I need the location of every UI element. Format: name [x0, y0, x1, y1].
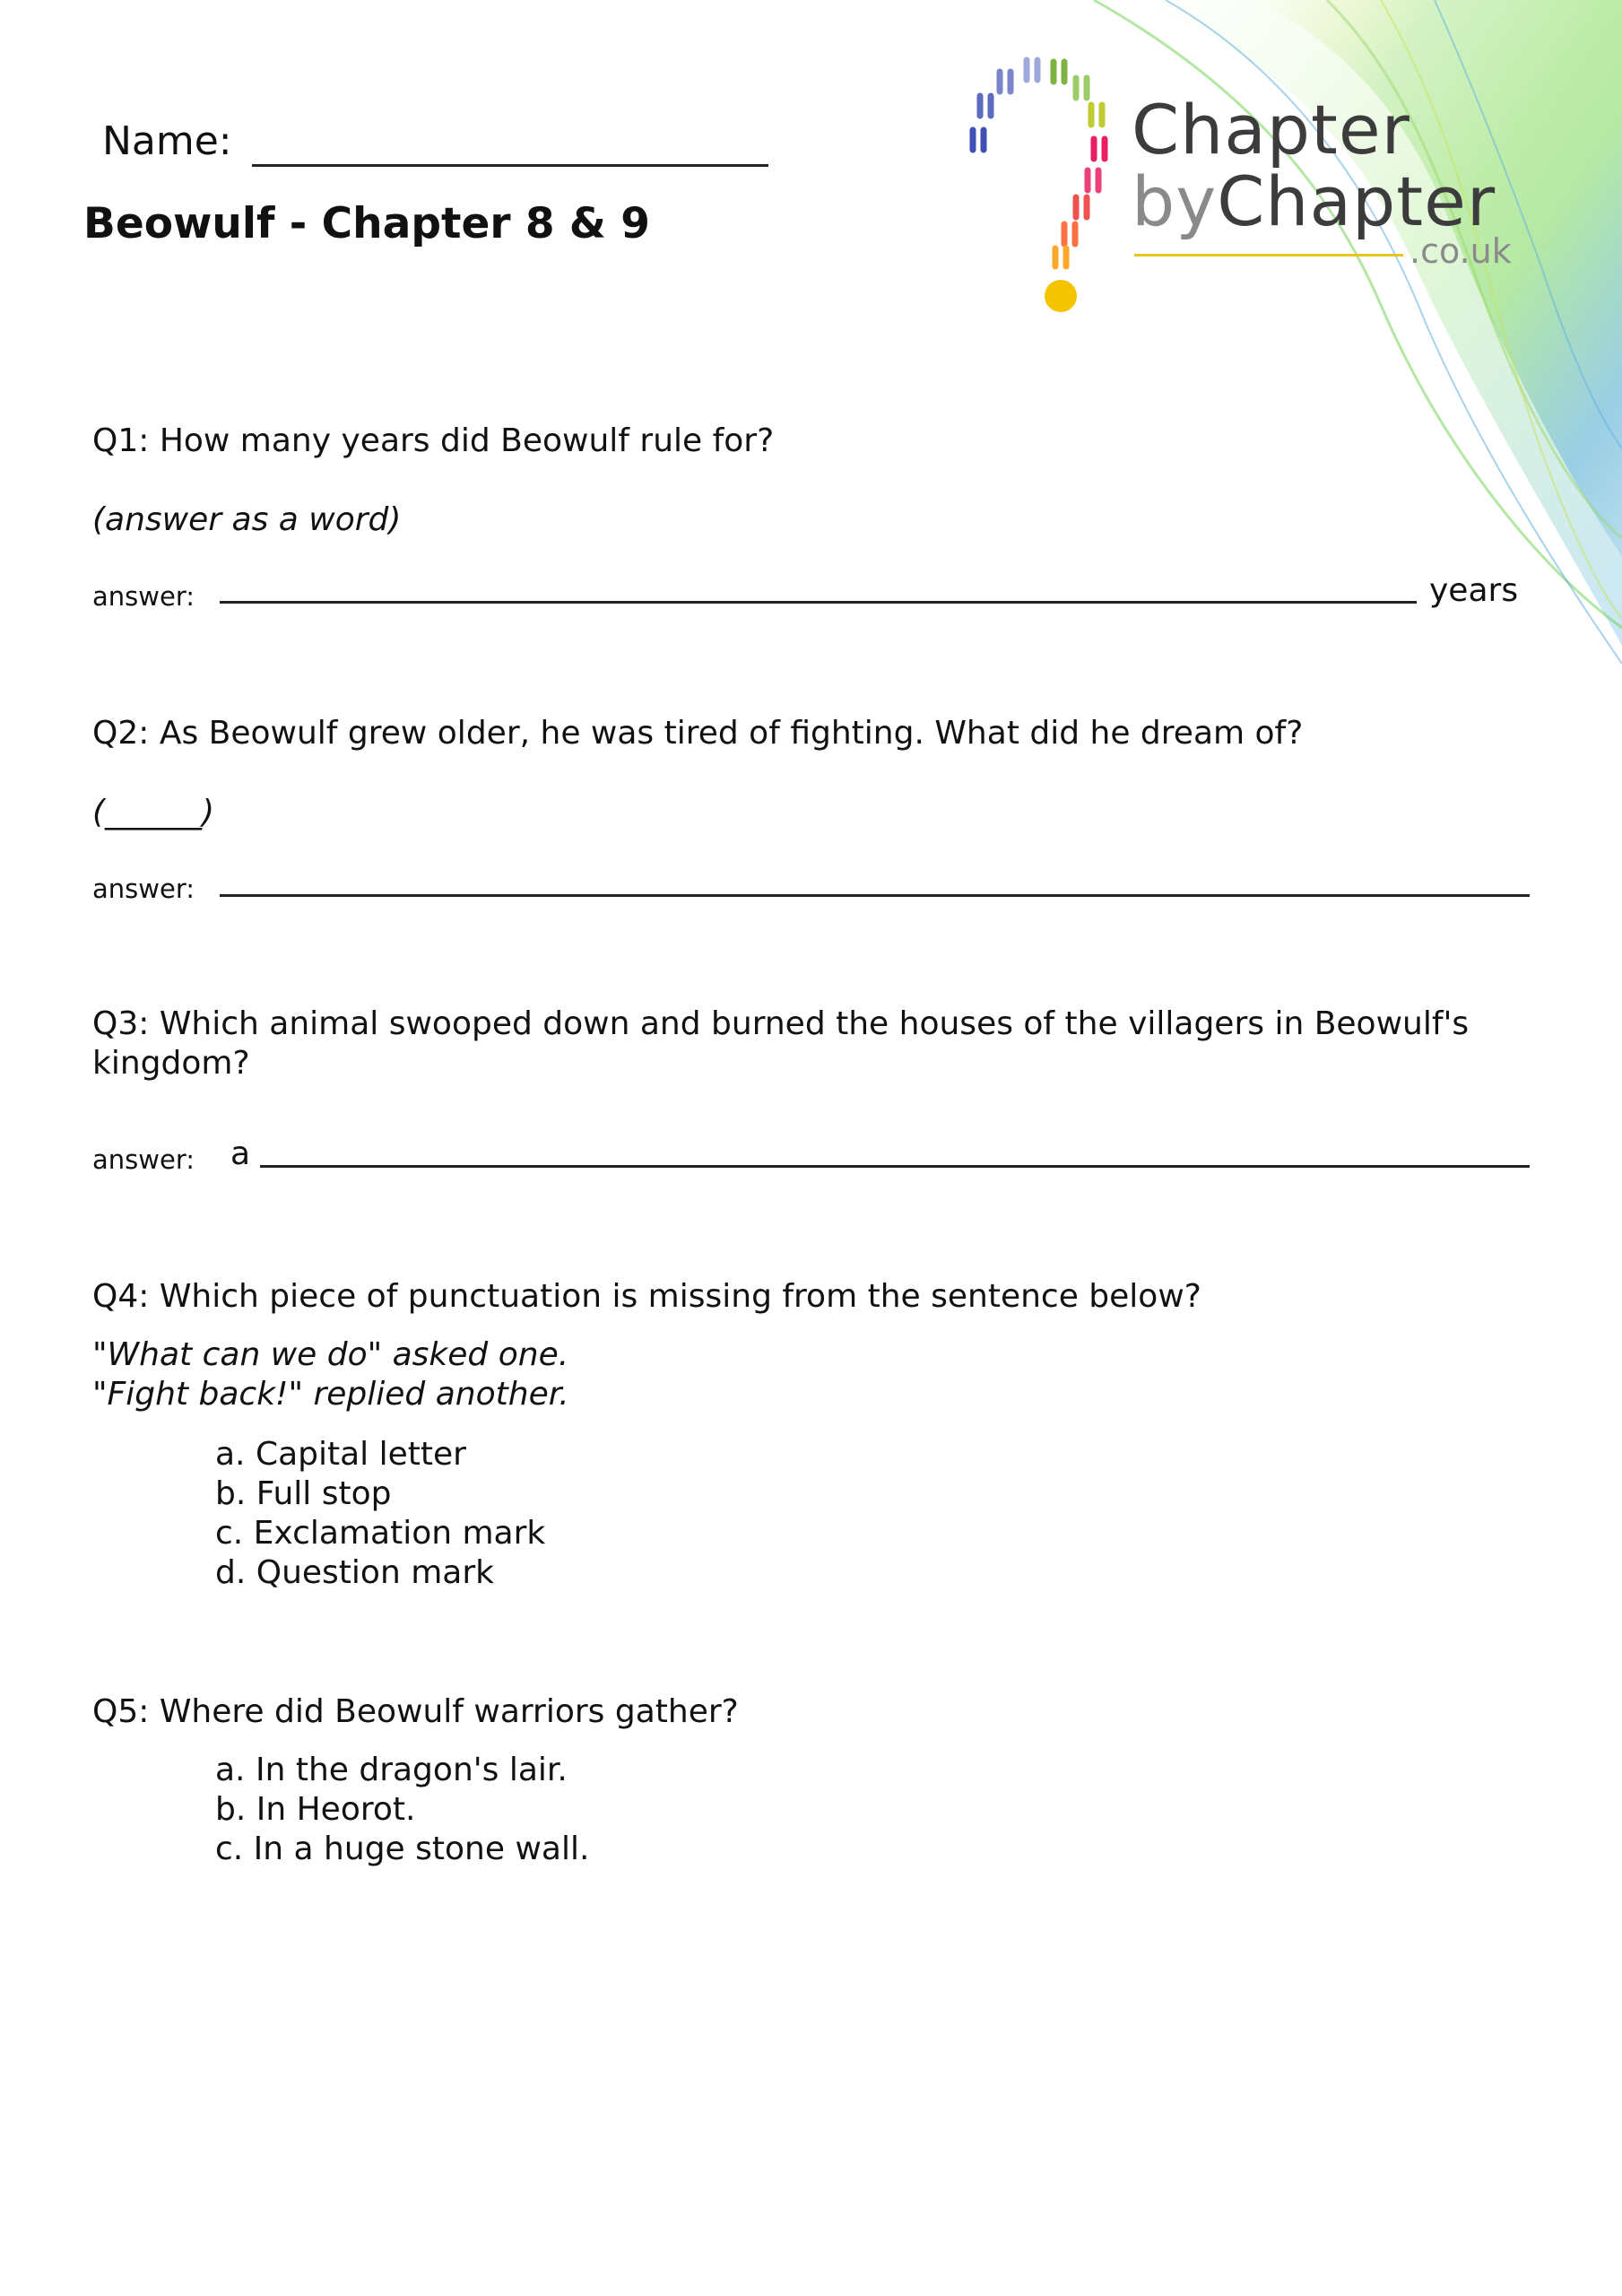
- question-4-options: [215, 1435, 545, 1593]
- brand-wordmark-line2: [1132, 161, 1496, 241]
- question-5-text: Q5: Where did Beowulf warriors gather?: [92, 1693, 739, 1730]
- question-3-prefix: a: [230, 1135, 251, 1172]
- chapter-by-chapter-logo-icon: [955, 49, 1125, 318]
- brand-by: by: [1132, 161, 1218, 241]
- quote-line: "Fight back!" replied another.: [92, 1376, 569, 1413]
- brand-wordmark-line1: Chapter: [1132, 90, 1410, 170]
- question-4-option-a[interactable]: a. Capital letter: [215, 1436, 466, 1473]
- question-3-text: Q3: Which animal swooped down and burned the houses of the villagers in Beowulf's kingdom?: [92, 1005, 1470, 1082]
- question-2-hint: (______): [92, 794, 215, 831]
- name-label: Name:: [102, 118, 232, 164]
- question-5-option-a[interactable]: a. In the dragon's lair.: [215, 1752, 568, 1788]
- brand-underline: [1134, 254, 1403, 257]
- question-5-option-b[interactable]: b. In Heorot.: [215, 1791, 416, 1828]
- question-2-answer-label: answer:: [92, 874, 195, 904]
- question-4-quote: [92, 1335, 569, 1414]
- question-2-text: Q2: As Beowulf grew older, he was tired of fighting. What did he dream of?: [92, 715, 1304, 752]
- worksheet-title: Beowulf - Chapter 8 & 9: [83, 199, 650, 248]
- question-3-answer-field[interactable]: [260, 1165, 1530, 1168]
- question-1-answer-field[interactable]: [220, 601, 1417, 604]
- question-1-unit: years: [1429, 572, 1519, 609]
- question-2-answer-field[interactable]: [220, 894, 1530, 897]
- brand-chapter: Chapter: [1217, 161, 1496, 241]
- name-field[interactable]: [252, 164, 768, 167]
- question-4-option-c[interactable]: c. Exclamation mark: [215, 1515, 546, 1552]
- brand-domain: .co.uk: [1409, 231, 1512, 271]
- question-3-answer-label: answer:: [92, 1144, 195, 1175]
- question-4-text: Q4: Which piece of punctuation is missing from the sentence below?: [92, 1278, 1201, 1315]
- question-1-answer-label: answer:: [92, 581, 195, 612]
- quote-line: "What can we do" asked one.: [92, 1336, 569, 1373]
- question-1-text: Q1: How many years did Beowulf rule for?: [92, 422, 775, 459]
- question-1-hint: (answer as a word): [92, 501, 402, 538]
- question-5-option-c[interactable]: c. In a huge stone wall.: [215, 1831, 590, 1867]
- question-4-option-b[interactable]: b. Full stop: [215, 1475, 392, 1512]
- question-4-option-d[interactable]: d. Question mark: [215, 1554, 494, 1591]
- question-5-options: [215, 1751, 589, 1869]
